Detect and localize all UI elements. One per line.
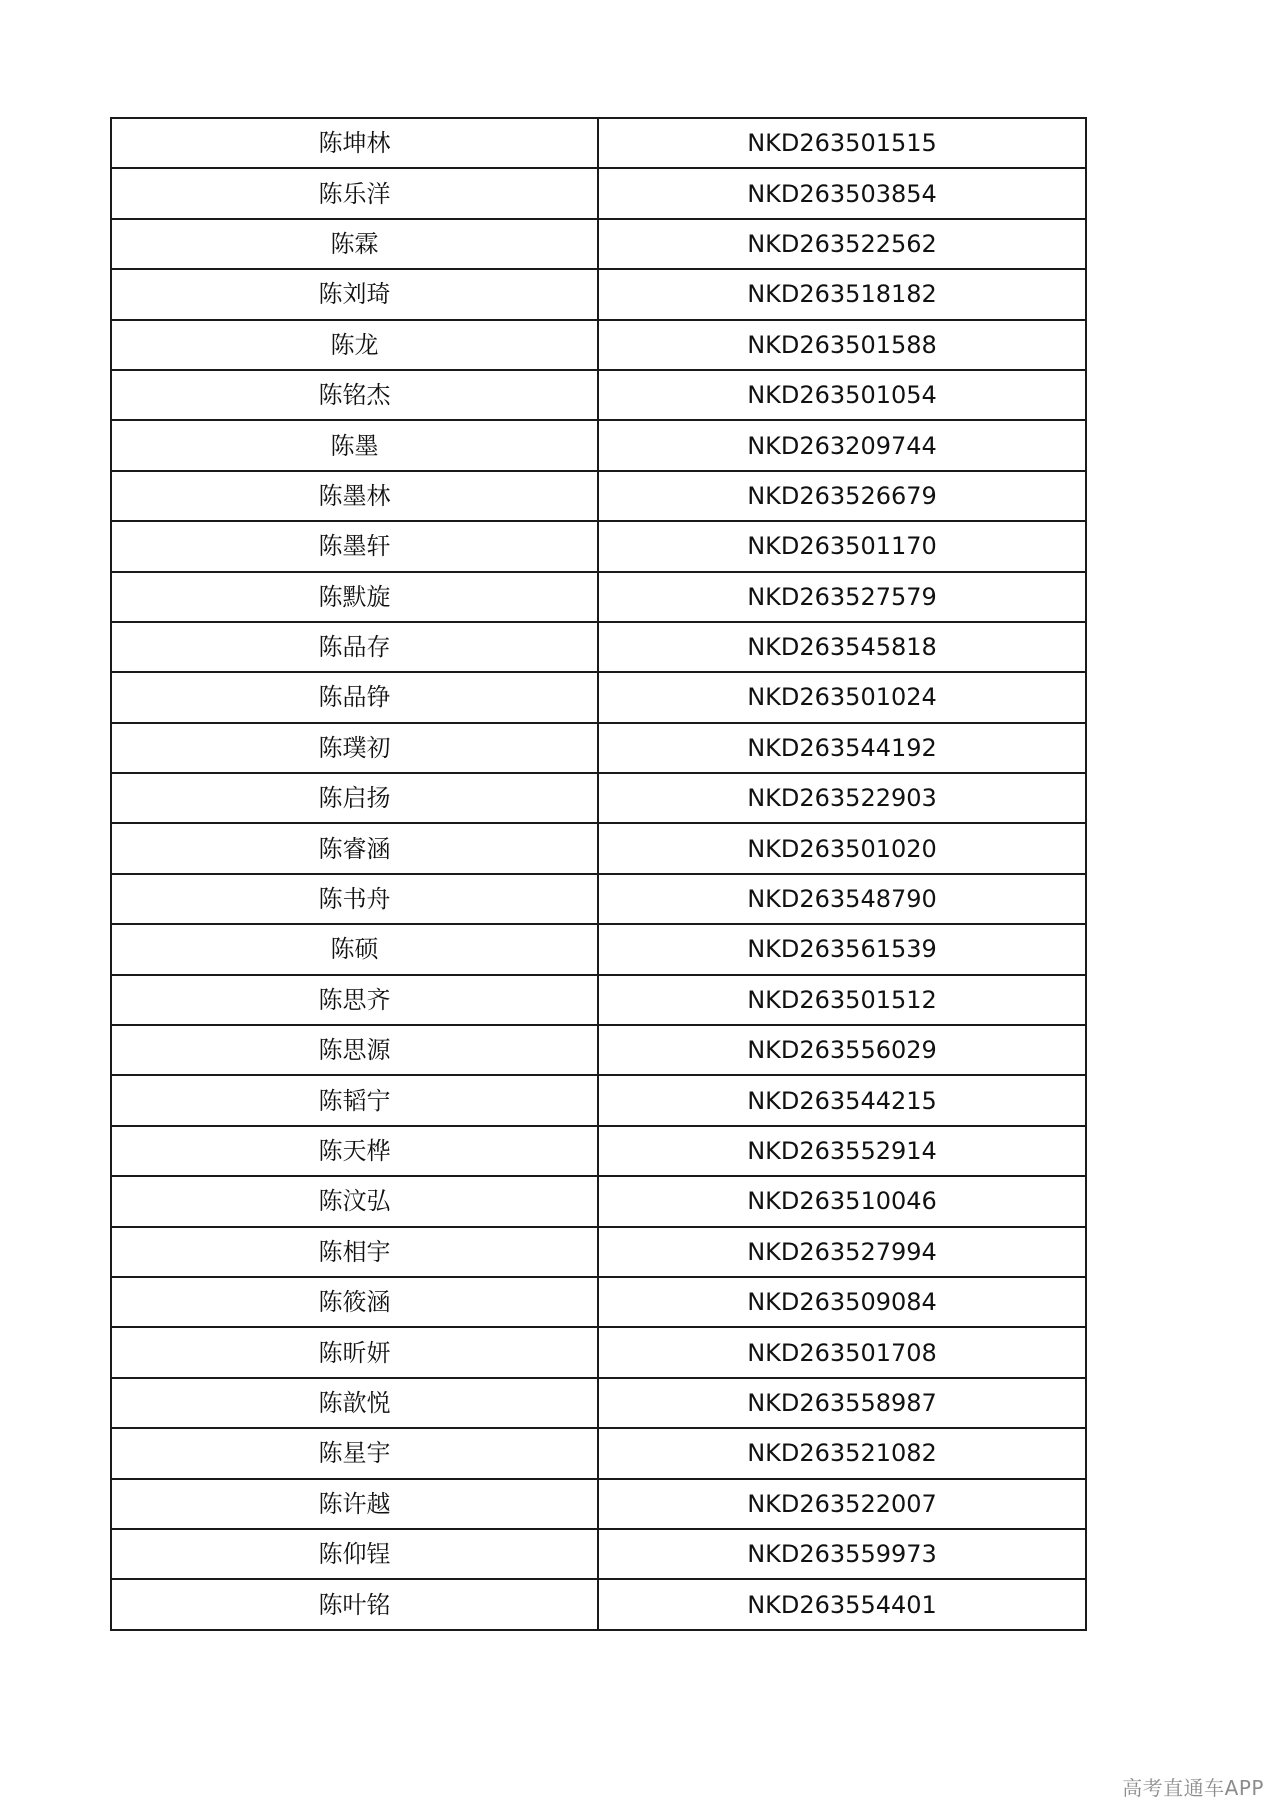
table-row <box>111 924 1086 974</box>
candidate-name-cell: 陈硕 <box>111 924 598 974</box>
candidate-id-cell: NKD263559973 <box>598 1529 1086 1579</box>
candidate-name-cell: 陈仰锃 <box>111 1529 598 1579</box>
table-row <box>111 320 1086 370</box>
candidate-id-cell: NKD263501170 <box>598 521 1086 571</box>
candidate-id-cell: NKD263544192 <box>598 723 1086 773</box>
candidate-id-cell: NKD263561539 <box>598 924 1086 974</box>
candidate-id-cell: NKD263552914 <box>598 1126 1086 1176</box>
table-row <box>111 370 1086 420</box>
table-row <box>111 471 1086 521</box>
table-row <box>111 1428 1086 1478</box>
candidate-id-cell: NKD263522562 <box>598 219 1086 269</box>
candidate-id-cell: NKD263501588 <box>598 320 1086 370</box>
candidate-name-cell: 陈歆悦 <box>111 1378 598 1428</box>
candidate-id-cell: NKD263510046 <box>598 1176 1086 1226</box>
table-row <box>111 672 1086 722</box>
candidate-name-cell: 陈霖 <box>111 219 598 269</box>
candidate-id-cell: NKD263501512 <box>598 975 1086 1025</box>
candidate-id-cell: NKD263518182 <box>598 269 1086 319</box>
candidate-name-cell: 陈品铮 <box>111 672 598 722</box>
candidate-table <box>110 117 1087 1631</box>
candidate-name-cell: 陈汶弘 <box>111 1176 598 1226</box>
candidate-name-cell: 陈品存 <box>111 622 598 672</box>
table-row <box>111 1176 1086 1226</box>
candidate-name-cell: 陈筱涵 <box>111 1277 598 1327</box>
candidate-id-cell: NKD263527994 <box>598 1227 1086 1277</box>
table-row <box>111 975 1086 1025</box>
table-row <box>111 1227 1086 1277</box>
table-row <box>111 1126 1086 1176</box>
table-row <box>111 1025 1086 1075</box>
table-row <box>111 1579 1086 1629</box>
candidate-name-cell: 陈相宇 <box>111 1227 598 1277</box>
candidate-table-body <box>111 118 1086 1630</box>
candidate-id-cell: NKD263522007 <box>598 1479 1086 1529</box>
table-row <box>111 168 1086 218</box>
candidate-id-cell: NKD263501708 <box>598 1327 1086 1377</box>
candidate-id-cell: NKD263548790 <box>598 874 1086 924</box>
candidate-name-cell: 陈刘琦 <box>111 269 598 319</box>
table-row <box>111 823 1086 873</box>
candidate-id-cell: NKD263509084 <box>598 1277 1086 1327</box>
candidate-name-cell: 陈星宇 <box>111 1428 598 1478</box>
candidate-name-cell: 陈书舟 <box>111 874 598 924</box>
table-row <box>111 773 1086 823</box>
watermark-text: 高考直通车APP <box>1122 1776 1264 1800</box>
table-row <box>111 572 1086 622</box>
candidate-id-cell: NKD263526679 <box>598 471 1086 521</box>
table-row <box>111 269 1086 319</box>
candidate-id-cell: NKD263522903 <box>598 773 1086 823</box>
candidate-name-cell: 陈默旋 <box>111 572 598 622</box>
candidate-name-cell: 陈墨轩 <box>111 521 598 571</box>
candidate-name-cell: 陈睿涵 <box>111 823 598 873</box>
candidate-id-cell: NKD263527579 <box>598 572 1086 622</box>
candidate-name-cell: 陈坤林 <box>111 118 598 168</box>
table-row <box>111 1277 1086 1327</box>
table-row <box>111 723 1086 773</box>
candidate-name-cell: 陈铭杰 <box>111 370 598 420</box>
candidate-name-cell: 陈墨林 <box>111 471 598 521</box>
candidate-name-cell: 陈叶铭 <box>111 1579 598 1629</box>
candidate-id-cell: NKD263209744 <box>598 420 1086 470</box>
candidate-id-cell: NKD263556029 <box>598 1025 1086 1075</box>
candidate-name-cell: 陈乐洋 <box>111 168 598 218</box>
candidate-name-cell: 陈思齐 <box>111 975 598 1025</box>
candidate-id-cell: NKD263501054 <box>598 370 1086 420</box>
candidate-id-cell: NKD263554401 <box>598 1579 1086 1629</box>
candidate-name-cell: 陈思源 <box>111 1025 598 1075</box>
table-row <box>111 1327 1086 1377</box>
table-row <box>111 1479 1086 1529</box>
candidate-name-cell: 陈龙 <box>111 320 598 370</box>
candidate-name-cell: 陈韬宁 <box>111 1075 598 1125</box>
candidate-id-cell: NKD263503854 <box>598 168 1086 218</box>
candidate-id-cell: NKD263501020 <box>598 823 1086 873</box>
candidate-name-cell: 陈启扬 <box>111 773 598 823</box>
table-row <box>111 1529 1086 1579</box>
table-row <box>111 1075 1086 1125</box>
table-row <box>111 874 1086 924</box>
candidate-id-cell: NKD263544215 <box>598 1075 1086 1125</box>
candidate-id-cell: NKD263501024 <box>598 672 1086 722</box>
candidate-id-cell: NKD263545818 <box>598 622 1086 672</box>
candidate-name-cell: 陈昕妍 <box>111 1327 598 1377</box>
table-row <box>111 420 1086 470</box>
table-row <box>111 1378 1086 1428</box>
candidate-name-cell: 陈璞初 <box>111 723 598 773</box>
candidate-id-cell: NKD263521082 <box>598 1428 1086 1478</box>
candidate-name-cell: 陈墨 <box>111 420 598 470</box>
table-row <box>111 219 1086 269</box>
table-row <box>111 622 1086 672</box>
candidate-name-cell: 陈许越 <box>111 1479 598 1529</box>
candidate-id-cell: NKD263558987 <box>598 1378 1086 1428</box>
table-row <box>111 521 1086 571</box>
candidate-id-cell: NKD263501515 <box>598 118 1086 168</box>
table-row <box>111 118 1086 168</box>
candidate-name-cell: 陈天桦 <box>111 1126 598 1176</box>
